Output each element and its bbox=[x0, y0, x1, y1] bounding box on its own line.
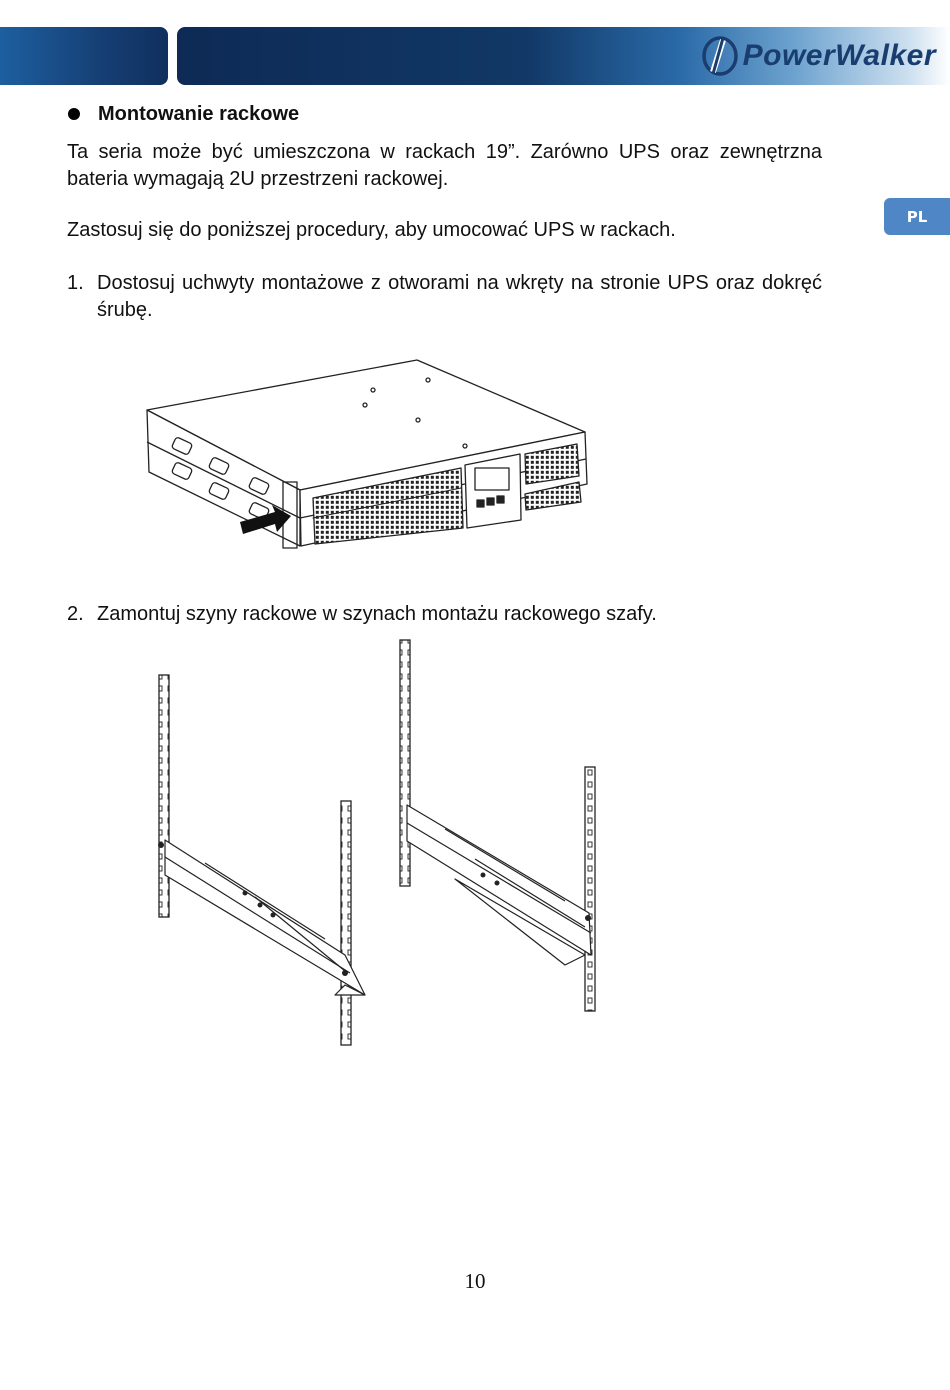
step-2-number: 2. bbox=[67, 603, 84, 625]
rack-rails-illustration bbox=[145, 635, 615, 1055]
section-title: Montowanie rackowe bbox=[98, 102, 300, 125]
header-band bbox=[0, 27, 950, 85]
ups-bracket-illustration bbox=[135, 350, 595, 560]
header-band-left bbox=[0, 27, 168, 85]
section-heading bbox=[66, 100, 299, 128]
language-tab-pl[interactable]: PL bbox=[884, 198, 950, 235]
step-1-text: Dostosuj uchwyty montażowe z otworami na wkręty na stronie UPS oraz dokręć śrubę. bbox=[97, 272, 822, 321]
step-1-number: 1. bbox=[67, 272, 84, 294]
intro-paragraph: Ta seria może być umieszczona w rackach 19”. Zarówno UPS oraz zewnętrzna bateria wymagają 2U przestrzeni rackowej. bbox=[67, 141, 822, 190]
step-1 bbox=[67, 270, 822, 324]
page-number: 10 bbox=[464, 1269, 486, 1293]
brand-logo-text: PowerWalker bbox=[742, 39, 936, 72]
procedure-paragraph: Zastosuj się do poniższej procedury, aby umocować UPS w rackach. bbox=[67, 219, 676, 241]
brand-logo bbox=[699, 34, 936, 78]
power-logo-icon bbox=[699, 34, 739, 78]
step-2 bbox=[67, 601, 822, 628]
step-2-text: Zamontuj szyny rackowe w szynach montażu rackowego szafy. bbox=[97, 603, 657, 625]
bullet-icon bbox=[68, 108, 80, 120]
